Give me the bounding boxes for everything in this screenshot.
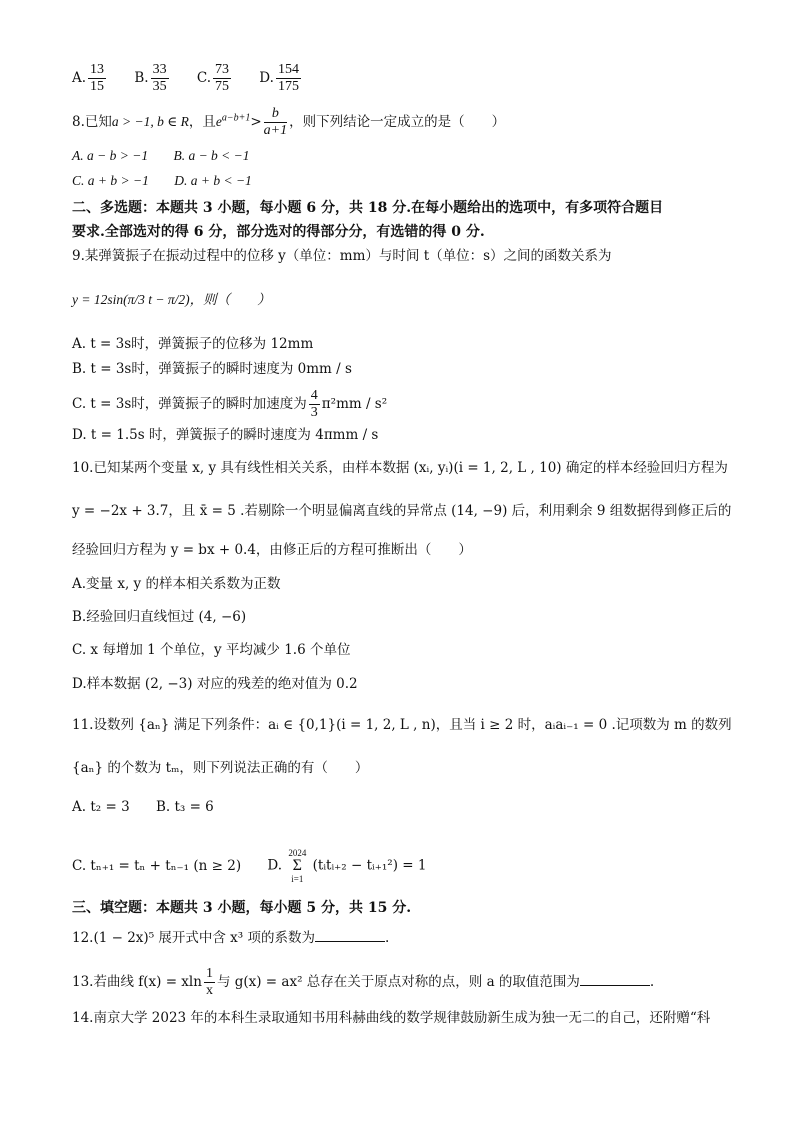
fraction [151,62,169,95]
numerator: 13 [90,62,105,77]
denominator: 175 [277,79,299,94]
numerator: 73 [215,62,229,77]
q9-stem: 9.某弹簧振子在振动过程中的位移 y（单位：mm）与时间 t（单位：s）之间的函数关系为 [72,248,612,264]
q11-options-row2 [72,848,426,884]
numerator: 33 [152,62,167,77]
fraction [276,62,301,95]
option-label: C. [196,70,211,86]
q12-text: 12.(1 − 2x)⁵ 展开式中含 x³ 项的系数为 [72,930,315,946]
q9-option-c-text: C. t = 3s时，弹簧振子的瞬时加速度为 [72,396,307,412]
q8-stem [72,106,505,139]
q9-formula: y = 12sin(π/3 t − π/2)，则（ ） [72,292,271,307]
q7-option-a [72,62,108,95]
answer-blank[interactable] [315,929,385,942]
fraction [204,966,215,999]
q11-option-d-label: D. [267,857,283,874]
q8-exp-power: a−b+1 [221,112,251,124]
section2-line1: 二、多选题：本题共 3 小题，每小题 6 分，共 18 分.在每小题给出的选项中，有多项符合题目 [72,200,664,216]
q11-line2: {aₙ} 的个数为 tₘ，则下列说法正确的有（ ） [72,760,369,776]
option-label: B. [134,70,149,86]
q10-line1: 10.已知某两个变量 x, y 具有线性相关关系，由样本数据 (xᵢ, yᵢ)(i = 1, 2, L , 10) 确定的样本经验回归方程为 [72,460,728,476]
q10-line3: 经验回归方程为 y = bx + 0.4，由修正后的方程可推断出（ ） [72,542,472,558]
q11-options-row1 [72,797,236,817]
q8-gt-sign: > [250,114,262,130]
q8-stem-a: 8.已知 [72,114,112,130]
fraction [88,62,106,95]
q11-option-a: A. t₂ = 3 [72,799,130,815]
q9-option-d: D. t = 1.5s 时，弹簧振子的瞬时速度为 4πmm / s [72,427,379,443]
denominator: 75 [215,79,229,94]
q8-stem-b: ，且 [188,114,216,130]
q13-period: . [649,974,655,990]
q8-option-b: B. a − b < −1 [173,148,250,163]
answer-blank[interactable] [580,973,650,986]
q10-option-c: C. x 每增加 1 个单位，y 平均减少 1.6 个单位 [72,642,351,658]
section2-line2: 要求.全部选对的得 6 分，部分选对的得部分分，有选错的得 0 分. [72,224,485,240]
q14-line: 14.南京大学 2023 年的本科生录取通知书用科赫曲线的数学规律鼓励新生成为独一无二的自己，还附赠“科 [72,1010,711,1026]
section3-header: 三、填空题：本题共 3 小题，每小题 5 分，共 15 分. [72,900,412,916]
q11-line1: 11.设数列 {aₙ} 满足下列条件：aᵢ ∈ {0,1}(i = 1, 2, L , n)，且当 i ≥ 2 时，aᵢaᵢ₋₁ = 0 .记项数为 m 的数列 [72,717,732,733]
q11-option-d-expr: (tᵢtᵢ₊₂ − tᵢ₊₁²) = 1 [312,857,427,874]
sum-upper: 2024 [288,848,307,858]
q10-option-b: B.经验回归直线恒过 (4, −6) [72,609,247,625]
q8-exp-base: e [215,114,222,129]
q9-option-c [72,388,387,421]
numerator: 4 [310,388,318,403]
q9-option-b: B. t = 3s时，弹簧振子的瞬时速度为 0mm / s [72,361,352,377]
q9-option-c-unit: π²mm / s² [321,396,388,412]
q10-line2: y = −2x + 3.7，且 x̄ = 5 .若剔除一个明显偏离直线的异常点 (14, −9) 后，利用剩余 9 组数据得到修正后的 [72,503,732,519]
fraction [309,388,320,421]
option-label: D. [259,70,274,86]
denominator: 3 [310,405,318,420]
q9-option-a: A. t = 3s时，弹簧振子的位移为 12mm [72,336,314,352]
denominator: a+1 [263,123,288,138]
q7-options [72,62,325,95]
q7-option-b [134,62,170,95]
q8-options-row1 [72,146,272,166]
q10-option-d: D.样本数据 (2, −3) 对应的残差的绝对值为 0.2 [72,676,358,692]
q11-option-c: C. tₙ₊₁ = tₙ + tₙ₋₁ (n ≥ 2) [72,857,242,874]
q10-option-a: A.变量 x, y 的样本相关系数为正数 [72,576,281,592]
q8-option-d: D. a + b < −1 [174,173,252,188]
q8-fraction [264,106,287,139]
numerator: b [264,106,287,123]
q7-option-d [259,62,303,95]
q12-line [72,928,389,948]
numerator: 1 [205,966,213,981]
q13-text-b: 与 g(x) = ax² 总存在关于原点对称的点，则 a 的取值范围为 [216,974,580,990]
q8-options-row2 [72,171,274,191]
sum-lower: i=1 [291,874,304,884]
q11-option-b: B. t₃ = 6 [155,799,214,815]
q8-option-c: C. a + b > −1 [72,173,149,188]
summation [288,848,306,884]
denominator: 15 [90,79,105,94]
option-label: A. [72,70,87,86]
sum-symbol: Σ [292,857,302,874]
q8-stem-c: ，则下列结论一定成立的是（ ） [289,114,506,130]
q13-line [72,966,654,999]
fraction [213,62,231,95]
q8-condition: a > −1, b ∈ R [111,114,189,129]
numerator: 154 [277,62,299,77]
q13-text-a: 13.若曲线 f(x) = xln [72,974,202,990]
q7-option-c [197,62,233,95]
denominator: 35 [152,79,167,94]
q12-period: . [385,930,390,946]
denominator: x [205,983,213,998]
q8-option-a: A. a − b > −1 [72,148,149,163]
